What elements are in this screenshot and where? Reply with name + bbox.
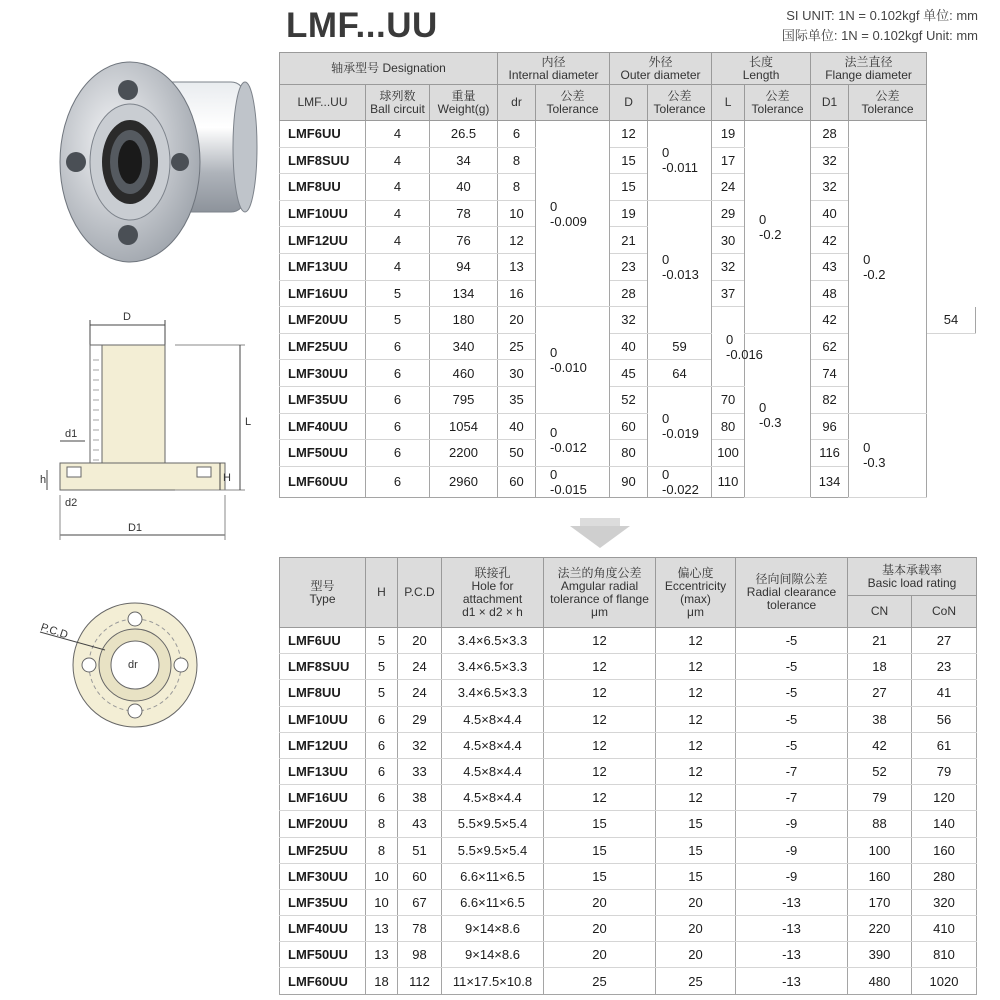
table-cell: 12: [498, 227, 536, 254]
table-row: [280, 758, 977, 784]
cell-rad: -5: [736, 680, 848, 706]
page-title: LMF...UU: [286, 6, 438, 45]
table-cell: 28: [811, 121, 849, 148]
cell-rad: -13: [736, 942, 848, 968]
cell-ang: 12: [544, 680, 656, 706]
front-view-drawing: [30, 600, 230, 770]
cell-hole: 4.5×8×4.4: [442, 732, 544, 758]
table-cell: 30: [498, 360, 536, 387]
table-cell: 25: [498, 333, 536, 360]
header-angular: 法兰的角度公差 Amgular radial tolerance of flange μm: [544, 558, 656, 628]
table-cell: 42: [811, 307, 849, 334]
cell-ecc: 12: [656, 628, 736, 654]
table-row: [280, 654, 977, 680]
table-cell: 4: [366, 227, 430, 254]
cell-rad: -7: [736, 758, 848, 784]
cell-rad: -5: [736, 628, 848, 654]
cell-ecc: 25: [656, 968, 736, 994]
table-cell: LMF25UU: [280, 333, 366, 360]
dim-dd1: D1: [127, 522, 143, 534]
table-cell: 48: [811, 280, 849, 307]
tol-D-c: 0 -0.016: [712, 307, 745, 387]
table-cell: 29: [712, 200, 745, 227]
cell-model: LMF16UU: [280, 785, 366, 811]
table-cell: 76: [430, 227, 498, 254]
table-cell: 134: [430, 280, 498, 307]
table-cell: 43: [811, 253, 849, 280]
cell-H: 5: [366, 654, 398, 680]
header-pcd: P.C.D: [398, 558, 442, 628]
cell-hole: 3.4×6.5×3.3: [442, 628, 544, 654]
table-cell: 13: [498, 253, 536, 280]
table-cell: 30: [712, 227, 745, 254]
table-cell: 10: [498, 200, 536, 227]
cell-ang: 20: [544, 889, 656, 915]
table-cell: 8: [498, 147, 536, 174]
table-cell: 6: [366, 386, 430, 413]
table-cell: 42: [811, 227, 849, 254]
table-cell: LMF8SUU: [280, 147, 366, 174]
cell-rad: -5: [736, 654, 848, 680]
table-cell: LMF35UU: [280, 386, 366, 413]
cell-con: 23: [912, 654, 977, 680]
table-row: [280, 121, 976, 148]
table-cell: 96: [811, 413, 849, 440]
cell-con: 41: [912, 680, 977, 706]
table-cell: 460: [430, 360, 498, 387]
cell-cn: 170: [848, 889, 912, 915]
cell-H: 18: [366, 968, 398, 994]
cell-rad: -13: [736, 889, 848, 915]
cell-H: 8: [366, 837, 398, 863]
table-cell: 80: [610, 440, 648, 467]
cell-ang: 12: [544, 732, 656, 758]
cell-ang: 20: [544, 916, 656, 942]
cell-cn: 18: [848, 654, 912, 680]
cell-pcd: 29: [398, 706, 442, 732]
header-cn: CN: [848, 596, 912, 628]
cell-H: 6: [366, 758, 398, 784]
cell-hole: 11×17.5×10.8: [442, 968, 544, 994]
cell-con: 160: [912, 837, 977, 863]
dim-hh: H: [223, 472, 231, 484]
cell-ecc: 12: [656, 706, 736, 732]
header-hole: 联接孔 Hole for attachment d1 × d2 × h: [442, 558, 544, 628]
cell-ecc: 12: [656, 654, 736, 680]
cell-model: LMF20UU: [280, 811, 366, 837]
cell-con: 79: [912, 758, 977, 784]
header-eccentricity: 偏心度 Eccentricity (max) μm: [656, 558, 736, 628]
cell-model: LMF8SUU: [280, 654, 366, 680]
table-row: [280, 889, 977, 915]
cell-ecc: 12: [656, 732, 736, 758]
table-cell: LMF30UU: [280, 360, 366, 387]
table-cell: 6: [498, 121, 536, 148]
dim-l: L: [245, 416, 252, 428]
section-drawing: [35, 305, 275, 550]
table-cell: 24: [712, 174, 745, 201]
table-cell: 1054: [430, 413, 498, 440]
table-cell: 16: [498, 280, 536, 307]
cell-pcd: 20: [398, 628, 442, 654]
cell-model: LMF25UU: [280, 837, 366, 863]
table-row: [280, 732, 977, 758]
table-cell: LMF60UU: [280, 466, 366, 497]
header-D1-tol: 公差 Tolerance: [849, 85, 927, 121]
cell-hole: 5.5×9.5×5.4: [442, 811, 544, 837]
header-model: LMF...UU: [280, 85, 366, 121]
tol-L-a: 0 -0.2: [745, 121, 811, 334]
table-cell: 64: [648, 360, 712, 387]
header-ball: 球列数 Ball circuit: [366, 85, 430, 121]
table-cell: 32: [811, 147, 849, 174]
cell-pcd: 32: [398, 732, 442, 758]
cell-con: 280: [912, 863, 977, 889]
table-cell: 52: [610, 386, 648, 413]
bearing-photo: [40, 52, 265, 277]
table-cell: 4: [366, 147, 430, 174]
cell-ang: 12: [544, 785, 656, 811]
cell-con: 56: [912, 706, 977, 732]
header-D1: D1: [811, 85, 849, 121]
cell-pcd: 112: [398, 968, 442, 994]
unit-line-cn: 国际单位: 1N = 0.102kgf Unit: mm: [781, 28, 978, 43]
cell-rad: -5: [736, 732, 848, 758]
cell-con: 410: [912, 916, 977, 942]
cell-model: LMF35UU: [280, 889, 366, 915]
cell-hole: 9×14×8.6: [442, 942, 544, 968]
cell-model: LMF60UU: [280, 968, 366, 994]
tol-dr-d: 0 -0.015: [536, 466, 610, 497]
cell-con: 140: [912, 811, 977, 837]
cell-con: 320: [912, 889, 977, 915]
table-cell: 134: [811, 466, 849, 497]
table-cell: 60: [610, 413, 648, 440]
table-cell: 32: [712, 253, 745, 280]
tol-D1-a: 0 -0.2: [849, 121, 927, 414]
header-weight: 重量 Weight(g): [430, 85, 498, 121]
tol-D-a: 0 -0.011: [648, 121, 712, 201]
unit-note: [782, 6, 978, 46]
table-cell: LMF40UU: [280, 413, 366, 440]
cell-model: LMF8UU: [280, 680, 366, 706]
table-cell: 20: [498, 307, 536, 334]
cell-model: LMF30UU: [280, 863, 366, 889]
cell-ecc: 20: [656, 942, 736, 968]
table-cell: LMF12UU: [280, 227, 366, 254]
cell-hole: 6.6×11×6.5: [442, 863, 544, 889]
cell-rad: -9: [736, 837, 848, 863]
table-row: [280, 706, 977, 732]
cell-cn: 480: [848, 968, 912, 994]
dimension-table: [279, 52, 976, 498]
table-cell: 110: [712, 466, 745, 497]
cell-cn: 52: [848, 758, 912, 784]
cell-rad: -13: [736, 916, 848, 942]
table-cell: 795: [430, 386, 498, 413]
cell-cn: 88: [848, 811, 912, 837]
cell-ecc: 20: [656, 889, 736, 915]
cell-H: 6: [366, 732, 398, 758]
table-cell: 40: [430, 174, 498, 201]
table-row: [280, 942, 977, 968]
table-cell: 59: [648, 333, 712, 360]
table-cell: 62: [811, 333, 849, 360]
table-cell: 54: [927, 307, 976, 334]
header-flange: 法兰直径 Flange diameter: [811, 53, 927, 85]
table-cell: 34: [430, 147, 498, 174]
cell-H: 6: [366, 706, 398, 732]
cell-hole: 4.5×8×4.4: [442, 758, 544, 784]
table-cell: 23: [610, 253, 648, 280]
header-type: 型号 Type: [280, 558, 366, 628]
table-cell: 74: [811, 360, 849, 387]
cell-hole: 5.5×9.5×5.4: [442, 837, 544, 863]
table-cell: 6: [366, 413, 430, 440]
cell-pcd: 78: [398, 916, 442, 942]
table-cell: 2960: [430, 466, 498, 497]
cell-H: 10: [366, 863, 398, 889]
cell-pcd: 24: [398, 654, 442, 680]
tol-D1-b: 0 -0.3: [849, 413, 927, 497]
cell-H: 13: [366, 942, 398, 968]
table-row: [280, 811, 977, 837]
cell-pcd: 51: [398, 837, 442, 863]
cell-model: LMF40UU: [280, 916, 366, 942]
cell-model: LMF6UU: [280, 628, 366, 654]
table-cell: 6: [366, 333, 430, 360]
table-cell: 19: [610, 200, 648, 227]
down-arrow-icon: [570, 518, 630, 550]
table-cell: 6: [366, 466, 430, 497]
table-cell: 116: [811, 440, 849, 467]
cell-pcd: 38: [398, 785, 442, 811]
cell-H: 5: [366, 628, 398, 654]
header-L: L: [712, 85, 745, 121]
table-cell: 6: [366, 440, 430, 467]
cell-ang: 15: [544, 811, 656, 837]
cell-ang: 15: [544, 837, 656, 863]
header-D-tol: 公差 Tolerance: [648, 85, 712, 121]
dim-dr: dr: [128, 659, 138, 671]
cell-con: 27: [912, 628, 977, 654]
table-cell: 6: [366, 360, 430, 387]
cell-hole: 6.6×11×6.5: [442, 889, 544, 915]
dim-pcd: P.C.D: [39, 621, 70, 642]
table-cell: 15: [610, 147, 648, 174]
table-cell: 5: [366, 307, 430, 334]
table-cell: 70: [712, 386, 745, 413]
cell-model: LMF50UU: [280, 942, 366, 968]
header-load: 基本承载率 Basic load rating: [848, 558, 977, 596]
cell-ecc: 15: [656, 863, 736, 889]
table-cell: LMF8UU: [280, 174, 366, 201]
table-row: [280, 680, 977, 706]
table-cell: 8: [498, 174, 536, 201]
cell-con: 810: [912, 942, 977, 968]
cell-pcd: 60: [398, 863, 442, 889]
table-cell: 45: [610, 360, 648, 387]
cell-rad: -13: [736, 968, 848, 994]
table-cell: 4: [366, 121, 430, 148]
table-cell: 90: [610, 466, 648, 497]
tol-D-d: 0 -0.019: [648, 386, 712, 466]
tol-D-e: 0 -0.022: [648, 466, 712, 497]
table-cell: 4: [366, 253, 430, 280]
cell-ecc: 12: [656, 785, 736, 811]
table-cell: 40: [610, 333, 648, 360]
table-cell: 15: [610, 174, 648, 201]
table-row: [280, 968, 977, 994]
table-cell: 4: [366, 200, 430, 227]
cell-hole: 9×14×8.6: [442, 916, 544, 942]
table-cell: 180: [430, 307, 498, 334]
table-cell: 40: [498, 413, 536, 440]
cell-ang: 20: [544, 942, 656, 968]
table-cell: 17: [712, 147, 745, 174]
cell-pcd: 33: [398, 758, 442, 784]
table-row: [280, 916, 977, 942]
cell-cn: 42: [848, 732, 912, 758]
table-cell: 5: [366, 280, 430, 307]
cell-H: 8: [366, 811, 398, 837]
cell-H: 6: [366, 785, 398, 811]
header-radial: 径向间隙公差 Radial clearance tolerance: [736, 558, 848, 628]
unit-line-si: SI UNIT: 1N = 0.102kgf 单位: mm: [786, 8, 978, 23]
cell-ecc: 15: [656, 837, 736, 863]
table-row: [280, 837, 977, 863]
cell-con: 1020: [912, 968, 977, 994]
header-con: CoN: [912, 596, 977, 628]
table-cell: LMF16UU: [280, 280, 366, 307]
table-cell: 100: [712, 440, 745, 467]
cell-model: LMF12UU: [280, 732, 366, 758]
cell-pcd: 67: [398, 889, 442, 915]
cell-cn: 21: [848, 628, 912, 654]
table-row: [280, 628, 977, 654]
tol-dr-b: 0 -0.010: [536, 307, 610, 413]
table-row: [280, 413, 976, 440]
tol-L-b: 0 -0.3: [745, 333, 811, 497]
table-cell: 60: [498, 466, 536, 497]
table-cell: 35: [498, 386, 536, 413]
tol-dr-a: 0 -0.009: [536, 121, 610, 307]
table-cell: LMF13UU: [280, 253, 366, 280]
table-cell: 340: [430, 333, 498, 360]
header-inner: 内径 Internal diameter: [498, 53, 610, 85]
cell-pcd: 24: [398, 680, 442, 706]
cell-ecc: 12: [656, 680, 736, 706]
cell-H: 13: [366, 916, 398, 942]
cell-hole: 3.4×6.5×3.3: [442, 680, 544, 706]
table-cell: 80: [712, 413, 745, 440]
table-cell: 50: [498, 440, 536, 467]
cell-ang: 12: [544, 654, 656, 680]
dim-h: h: [40, 474, 47, 486]
table-cell: 37: [712, 280, 745, 307]
header-dr-tol: 公差 Tolerance: [536, 85, 610, 121]
load-rating-table: [279, 557, 977, 995]
dim-d: D: [123, 311, 131, 323]
table-cell: LMF6UU: [280, 121, 366, 148]
cell-ecc: 12: [656, 758, 736, 784]
cell-rad: -9: [736, 811, 848, 837]
dim-d2: d2: [65, 497, 78, 509]
cell-ang: 12: [544, 628, 656, 654]
cell-cn: 79: [848, 785, 912, 811]
cell-hole: 4.5×8×4.4: [442, 785, 544, 811]
table-row: [280, 785, 977, 811]
table-cell: 26.5: [430, 121, 498, 148]
tol-D-b: 0 -0.013: [648, 200, 712, 333]
cell-cn: 390: [848, 942, 912, 968]
table-cell: 19: [712, 121, 745, 148]
header-designation: 轴承型号 Designation: [280, 53, 498, 85]
table-cell: 40: [811, 200, 849, 227]
cell-cn: 100: [848, 837, 912, 863]
header-D: D: [610, 85, 648, 121]
table-cell: LMF10UU: [280, 200, 366, 227]
table-cell: 32: [610, 307, 648, 334]
table-cell: 4: [366, 174, 430, 201]
cell-ecc: 15: [656, 811, 736, 837]
table-cell: 28: [610, 280, 648, 307]
cell-rad: -9: [736, 863, 848, 889]
cell-con: 61: [912, 732, 977, 758]
header-dr: dr: [498, 85, 536, 121]
cell-cn: 38: [848, 706, 912, 732]
cell-ang: 12: [544, 758, 656, 784]
cell-cn: 27: [848, 680, 912, 706]
header-L-tol: 公差 Tolerance: [745, 85, 811, 121]
cell-rad: -7: [736, 785, 848, 811]
table-cell: 21: [610, 227, 648, 254]
cell-con: 120: [912, 785, 977, 811]
cell-hole: 4.5×8×4.4: [442, 706, 544, 732]
cell-model: LMF10UU: [280, 706, 366, 732]
cell-cn: 220: [848, 916, 912, 942]
header-length: 长度 Length: [712, 53, 811, 85]
cell-rad: -5: [736, 706, 848, 732]
table-cell: LMF20UU: [280, 307, 366, 334]
cell-ang: 12: [544, 706, 656, 732]
table-cell: 94: [430, 253, 498, 280]
cell-H: 5: [366, 680, 398, 706]
table-cell: 82: [811, 386, 849, 413]
cell-hole: 3.4×6.5×3.3: [442, 654, 544, 680]
tol-dr-c: 0 -0.012: [536, 413, 610, 466]
table-cell: 78: [430, 200, 498, 227]
table-cell: 32: [811, 174, 849, 201]
cell-ang: 25: [544, 968, 656, 994]
cell-pcd: 98: [398, 942, 442, 968]
cell-ang: 15: [544, 863, 656, 889]
dim-d1: d1: [65, 428, 78, 440]
table-cell: LMF50UU: [280, 440, 366, 467]
table-cell: 2200: [430, 440, 498, 467]
table-cell: 12: [610, 121, 648, 148]
header-H: H: [366, 558, 398, 628]
table-row: [280, 863, 977, 889]
cell-pcd: 43: [398, 811, 442, 837]
cell-cn: 160: [848, 863, 912, 889]
cell-H: 10: [366, 889, 398, 915]
cell-model: LMF13UU: [280, 758, 366, 784]
header-outer: 外径 Outer diameter: [610, 53, 712, 85]
cell-ecc: 20: [656, 916, 736, 942]
